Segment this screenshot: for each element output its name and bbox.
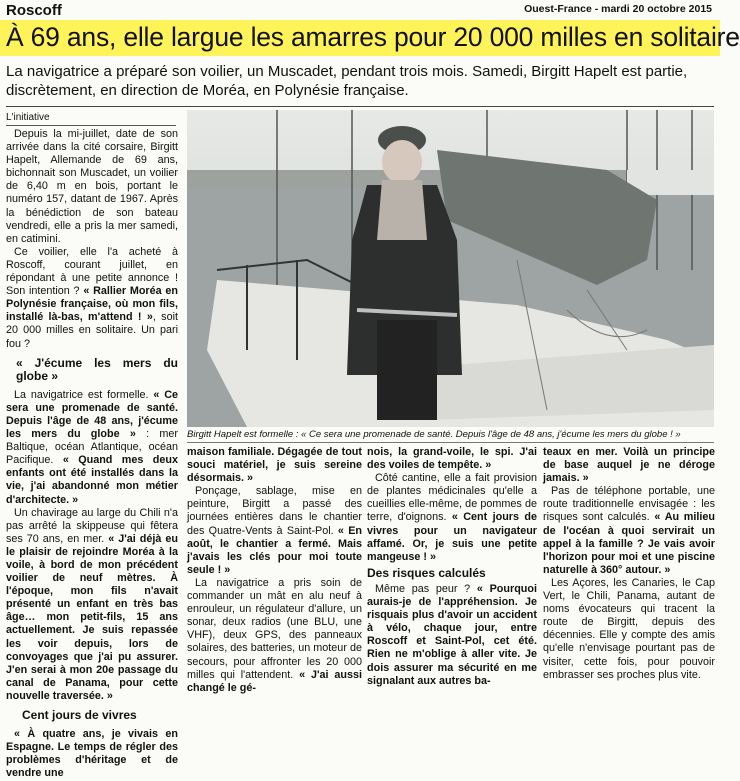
label-underline — [6, 125, 176, 126]
article-column-4 — [543, 446, 716, 681]
lead-paragraph: La navigatrice a préparé son voilier, un Muscadet, pendant trois mois. Samedi, Birgitt Hapelt est partie, discrètement, en direction de Moréa, en Polynésie française. — [6, 63, 688, 99]
paragraph: La navigatrice a pris soin de commander un mât en alu neuf à enrouleur, un régulateur d'allure, un sonar, deux radios (une BLU, une VHF), deux GPS, des panneaux solaires, des batteries, un moteur de secours, pour affronter les 20 000 milles qui l'attendent. « J'ai aussi changé le gé- — [187, 576, 362, 694]
dateline: Ouest-France - mardi 20 octobre 2015 — [524, 3, 712, 15]
caption-divider — [187, 442, 714, 443]
paragraph: nois, la grand-voile, le spi. J'ai des voiles de tempête. » — [367, 446, 537, 472]
article-column-3 — [367, 446, 537, 687]
subheading: Des risques calculés — [367, 565, 486, 580]
paragraph: Côté cantine, elle a fait provision de plantes médicinales qu'elle a cueillies elle-même, de pommes de terre, d'oignons. « Cent jours de vivres pour un navigateur affamé. Or, je suis une petite mangeuse ! » — [367, 472, 537, 563]
paragraph: maison familiale. Dégagée de tout souci matériel, je suis sereine désormais. » — [187, 446, 362, 485]
article-column-1 — [6, 128, 178, 780]
paragraph: « À quatre ans, je vivais en Espagne. Le temps de régler des problèmes d'héritage et de vendre une — [6, 728, 178, 780]
paragraph: Un chavirage au large du Chili n'a pas arrêté la skippeuse qui fêtera ses 70 ans, en mer. « J'ai déjà eu le plaisir de rejoindre Moréa à la voile, à bord de mon précédent voilier de neuf mètres. À l'époque, mon fils n'avait présenté un enfant en très bas âge… mon petit-fils, 15 ans actuellement. Je suis repassée les voir depuis, lors de convoyages que j'ai pu assurer. J'en serai à mon 20e passage du canal de Panama, pour cette nouvelle traversée. » — [6, 506, 178, 702]
paragraph: Pas de téléphone portable, une route traditionnelle envisagée : les risques sont calculés. « Au milieu de l'océan à quoi servirait un appel à la famille ? Je vais avoir l'horizon pour moi et une piscine naturelle à 360° autour. » — [543, 485, 716, 576]
paragraph: Ponçage, sablage, mise en peinture, Birgitt a passé des journées entières dans le chantier des Quatre-Vents à Saint-Pol. « En août, le chantier a fermé. Mais j'avais les clés pour moi toute seule ! » — [187, 485, 362, 576]
photo-caption: Birgitt Hapelt est formelle : « Ce sera une promenade de santé. Depuis l'âge de 48 ans, j'écume les mers du globe ! » — [187, 429, 681, 440]
paragraph: Les Açores, les Canaries, le Cap Vert, le Chili, Panama, autant de noms évocateurs qui tracent la route de Birgitt, depuis des décennies. Elle y compte des amis qu'elle n'envisage pourtant pas de visiter, cette fois, pour pouvoir embrasser ses proches plus vite. — [543, 576, 715, 681]
subheading: Cent jours de vivres — [22, 708, 137, 723]
sailboat-woman-photo — [187, 110, 714, 427]
divider — [6, 106, 714, 107]
paragraph: Même pas peur ? « Pourquoi aurais-je de l'appréhension. Je risquais plus d'avoir un accident à vélo, chaque jour, entre Roscoff et Saint-Pol, cet été. Rien ne m'oblige à aller vite. Je dois assurer ma sécurité en me signalant aux autres ba- — [367, 582, 537, 687]
section-label: L'initiative — [6, 112, 50, 123]
article-column-2 — [187, 446, 362, 694]
headline: À 69 ans, elle largue les amarres pour 20 000 milles en solitaire — [6, 22, 740, 52]
paragraph: Depuis la mi-juillet, date de son arrivée dans la cité corsaire, Birgitt Hapelt, Allemande de 69 ans, bichonnait son Muscadet, un voilier de 6,40 m en bois, portant le numéro 157, datant de 1967. Après la bénédiction de son bateau vendredi, elle a pris la mer samedi, en catimini. — [6, 128, 178, 245]
subheading: « J'écume les mers du globe » — [16, 355, 178, 383]
headline-highlight — [0, 20, 740, 56]
paragraph: teaux en mer. Voilà un principe de base auquel je ne déroge jamais. » — [543, 446, 715, 485]
section-rubric: Roscoff — [6, 2, 62, 19]
paragraph: Ce voilier, elle l'a acheté à Roscoff, courant juillet, en répondant à une petite annonce ! Son intention ? « Rallier Moréa en Polynésie française, où mon fils, installé là-bas, m'attend ! », soit 20 000 milles en solitaire. Un pari fou ? — [6, 245, 178, 350]
paragraph: La navigatrice est formelle. « Ce sera une promenade de santé. Depuis l'âge de 48 ans, j'écume les mers du globe » : mer Baltique, océan Atlantique, océan Pacifique. « Quand mes deux enfants ont été installés dans la vie, j'ai abandonné mon métier d'architecte. » — [6, 388, 178, 506]
article-photo — [187, 110, 714, 427]
